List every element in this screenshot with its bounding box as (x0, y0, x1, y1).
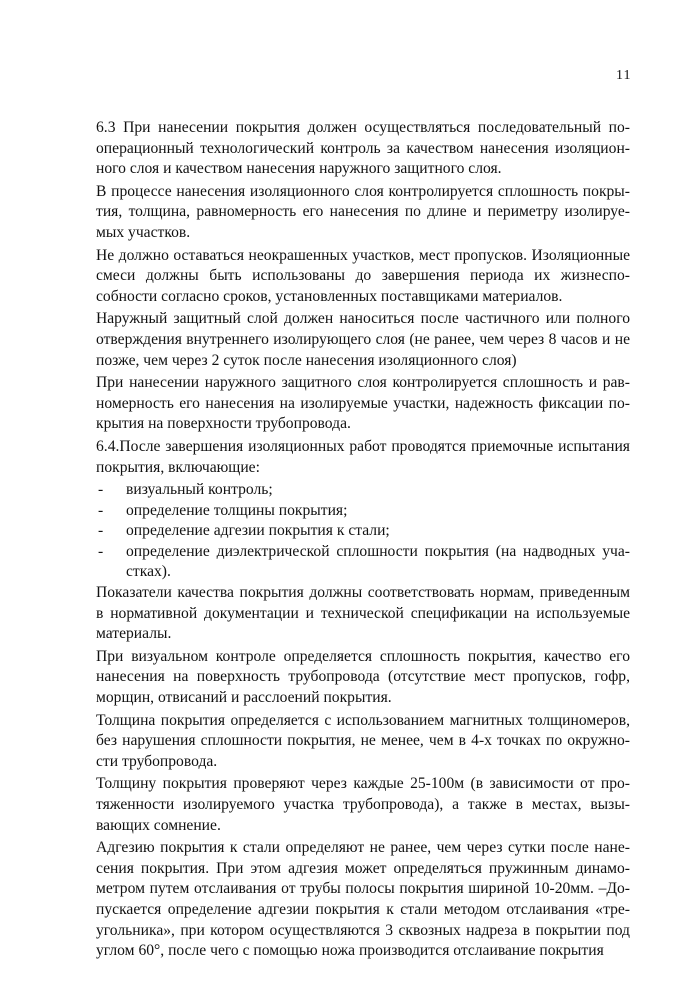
paragraph-insulation-control: В процессе нанесения изоляционного слоя контролируется сплошность покрытия, толщина, равномерность его нанесения по длине и периметру изолируемых участков. (96, 182, 630, 241)
list-item (96, 542, 630, 583)
list-dash: - (98, 481, 104, 499)
paragraph-adhesion: Адгезию покрытия к стали определяют не ранее, чем через сутки после нанесения покрытия. При этом адгезия может определяться пружинным динамометром путем отслаивания от трубы полосы покрытия шириной 10-20мм. –Допускается определение адгезии покрытия к стали методом отслаивания «треугольника», при котором осуществляются 3 сквозных надреза в покрытии под углом 60°, после чего с помощью ножа производится отслаивание покрытия (96, 839, 630, 960)
list-item-text: определение диэлектрической сплошности покрытия (на надводных участках). (126, 542, 630, 581)
paragraph-outer-layer-timing: Наружный защитный слой должен наноситься после частичного или полного отверждения внутреннего изолирующего слоя (не ранее, чем через 8 часов и не позже, чем через 2 суток после нанесения изоляционного слоя) (96, 310, 630, 369)
paragraph-6-3: 6.3 При нанесении покрытия должен осуществляться последовательный пооперационный технологический контроль за качеством нанесения изоляционного слоя и качеством нанесения наружного защитного слоя. (96, 119, 630, 178)
list-item (96, 501, 630, 522)
list-item-text: определение толщины покрытия; (126, 501, 348, 519)
page-number: 11 (616, 68, 632, 83)
list-dash: - (98, 522, 104, 540)
list-item (96, 480, 630, 501)
paragraph-thickness-method: Толщина покрытия определяется с использованием магнитных толщиномеров, без нарушения сплошности покрытия, не менее, чем в 4-х точках по окружности трубопровода. (96, 711, 630, 770)
list-item (96, 521, 630, 542)
acceptance-tests-list (96, 480, 630, 583)
list-item-text: визуальный контроль; (126, 481, 273, 499)
list-dash: - (98, 501, 104, 519)
paragraph-thickness-interval: Толщину покрытия проверяют через каждые 25-100м (в зависимости от протяженности изолируемого участка трубопровода), а также в местах, вызывающих сомнение. (96, 775, 630, 834)
list-dash: - (98, 542, 104, 560)
paragraph-quality-indicators: Показатели качества покрытия должны соответствовать нормам, приведенным в нормативной документации и технической спецификации на используемые материалы. (96, 584, 630, 643)
paragraph-6-4: 6.4.После завершения изоляционных работ проводятся приемочные испытания покрытия, включающие: (96, 437, 630, 476)
paragraph-outer-layer-control: При нанесении наружного защитного слоя контролируется сплошность и равномерность его нанесения на изолируемые участки, надежность фиксации покрытия на поверхности трубопровода. (96, 374, 630, 433)
paragraph-visual-control: При визуальном контроле определяется сплошность покрытия, качество его нанесения на поверхность трубопровода (отсутствие мест пропусков, гофр, морщин, отвисаний и расслоений покрытия. (96, 647, 630, 707)
list-item-text: определение адгезии покрытия к стали; (126, 522, 390, 540)
paragraph-unpainted-areas: Не должно оставаться неокрашенных участков, мест пропусков. Изоляционные смеси должны быть использованы до завершения периода их жизнеспособности согласно сроков, установленных поставщиками материалов. (96, 246, 630, 305)
document-body (96, 118, 630, 964)
